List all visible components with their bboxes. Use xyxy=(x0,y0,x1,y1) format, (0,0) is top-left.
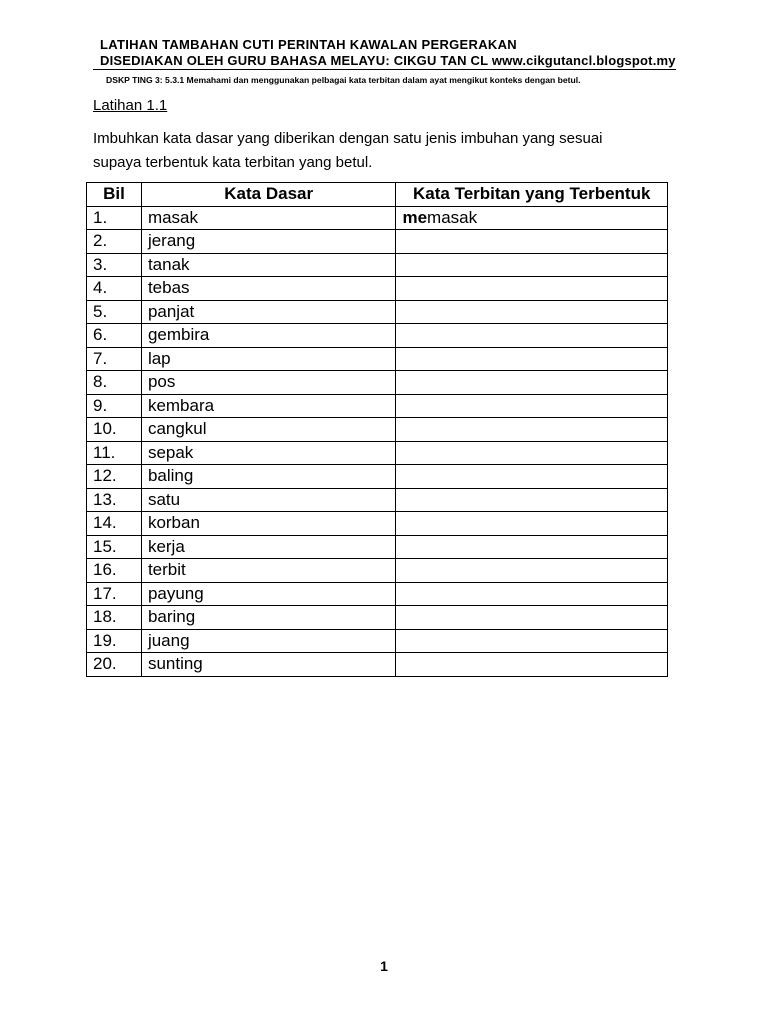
table-row xyxy=(87,230,668,254)
table-row xyxy=(87,582,668,606)
row-number: 5. xyxy=(87,300,142,324)
header-title: LATIHAN TAMBAHAN CUTI PERINTAH KAWALAN PERGERAKAN xyxy=(100,37,517,52)
kata-dasar-cell: sepak xyxy=(141,441,396,465)
table-row xyxy=(87,559,668,583)
answer-cell xyxy=(396,206,668,230)
example-prefix: me xyxy=(402,207,428,227)
kata-dasar-cell: masak xyxy=(141,206,396,230)
table-row xyxy=(87,418,668,442)
table-row xyxy=(87,535,668,559)
kata-dasar-cell: lap xyxy=(141,347,396,371)
exercise-title: Latihan 1.1 xyxy=(93,97,168,114)
table-row xyxy=(87,277,668,301)
row-number: 15. xyxy=(87,535,142,559)
row-number: 18. xyxy=(87,606,142,630)
table-row xyxy=(87,324,668,348)
header-author: DISEDIAKAN OLEH GURU BAHASA MELAYU: CIKGU TAN CL www.cikgutancl.blogspot.my xyxy=(93,53,676,70)
table-header-row xyxy=(87,183,668,207)
table-row xyxy=(87,606,668,630)
row-number: 13. xyxy=(87,488,142,512)
exercise-table xyxy=(86,182,668,677)
row-number: 10. xyxy=(87,418,142,442)
table-row xyxy=(87,512,668,536)
answer-cell[interactable] xyxy=(396,559,668,583)
kata-dasar-cell: cangkul xyxy=(141,418,396,442)
row-number: 8. xyxy=(87,371,142,395)
table-row xyxy=(87,253,668,277)
row-number: 6. xyxy=(87,324,142,348)
table-row xyxy=(87,441,668,465)
row-number: 16. xyxy=(87,559,142,583)
row-number: 4. xyxy=(87,277,142,301)
dskp-standard: DSKP TING 3: 5.3.1 Memahami dan menggunakan pelbagai kata terbitan dalam ayat mengikut konteks dengan betul. xyxy=(106,75,581,85)
answer-cell[interactable] xyxy=(396,465,668,489)
kata-dasar-cell: baling xyxy=(141,465,396,489)
answer-cell[interactable] xyxy=(396,512,668,536)
table-row xyxy=(87,653,668,677)
kata-dasar-cell: tebas xyxy=(141,277,396,301)
answer-cell[interactable] xyxy=(396,253,668,277)
kata-dasar-cell: tanak xyxy=(141,253,396,277)
row-number: 20. xyxy=(87,653,142,677)
row-number: 3. xyxy=(87,253,142,277)
answer-cell[interactable] xyxy=(396,347,668,371)
table-row xyxy=(87,488,668,512)
answer-cell[interactable] xyxy=(396,582,668,606)
answer-cell[interactable] xyxy=(396,653,668,677)
kata-dasar-cell: kerja xyxy=(141,535,396,559)
kata-dasar-cell: payung xyxy=(141,582,396,606)
exercise-instruction xyxy=(93,127,673,175)
row-number: 11. xyxy=(87,441,142,465)
kata-dasar-cell: sunting xyxy=(141,653,396,677)
answer-cell[interactable] xyxy=(396,629,668,653)
row-number: 17. xyxy=(87,582,142,606)
table-row xyxy=(87,465,668,489)
kata-dasar-cell: baring xyxy=(141,606,396,630)
row-number: 9. xyxy=(87,394,142,418)
kata-dasar-cell: satu xyxy=(141,488,396,512)
row-number: 1. xyxy=(87,206,142,230)
kata-dasar-cell: kembara xyxy=(141,394,396,418)
answer-cell[interactable] xyxy=(396,441,668,465)
row-number: 12. xyxy=(87,465,142,489)
answer-cell[interactable] xyxy=(396,371,668,395)
table-row xyxy=(87,347,668,371)
kata-dasar-cell: jerang xyxy=(141,230,396,254)
table-row xyxy=(87,371,668,395)
header-kata-dasar: Kata Dasar xyxy=(141,183,396,207)
header-bil: Bil xyxy=(87,183,142,207)
instruction-line-1: Imbuhkan kata dasar yang diberikan dengan satu jenis imbuhan yang sesuai xyxy=(93,130,603,147)
answer-cell[interactable] xyxy=(396,606,668,630)
kata-dasar-cell: korban xyxy=(141,512,396,536)
instruction-line-2: supaya terbentuk kata terbitan yang betul. xyxy=(93,154,373,171)
header-kata-terbitan: Kata Terbitan yang Terbentuk xyxy=(396,183,668,207)
answer-cell[interactable] xyxy=(396,394,668,418)
answer-cell[interactable] xyxy=(396,230,668,254)
kata-dasar-cell: pos xyxy=(141,371,396,395)
answer-cell[interactable] xyxy=(396,324,668,348)
kata-dasar-cell: panjat xyxy=(141,300,396,324)
answer-cell[interactable] xyxy=(396,535,668,559)
table-row xyxy=(87,206,668,230)
kata-dasar-cell: gembira xyxy=(141,324,396,348)
answer-cell[interactable] xyxy=(396,418,668,442)
row-number: 7. xyxy=(87,347,142,371)
answer-cell[interactable] xyxy=(396,488,668,512)
example-root: masak xyxy=(427,207,478,227)
row-number: 19. xyxy=(87,629,142,653)
table-row xyxy=(87,629,668,653)
answer-cell[interactable] xyxy=(396,300,668,324)
answer-cell[interactable] xyxy=(396,277,668,301)
row-number: 2. xyxy=(87,230,142,254)
page-number: 1 xyxy=(380,958,388,974)
row-number: 14. xyxy=(87,512,142,536)
table-row xyxy=(87,300,668,324)
kata-dasar-cell: terbit xyxy=(141,559,396,583)
table-row xyxy=(87,394,668,418)
kata-dasar-cell: juang xyxy=(141,629,396,653)
